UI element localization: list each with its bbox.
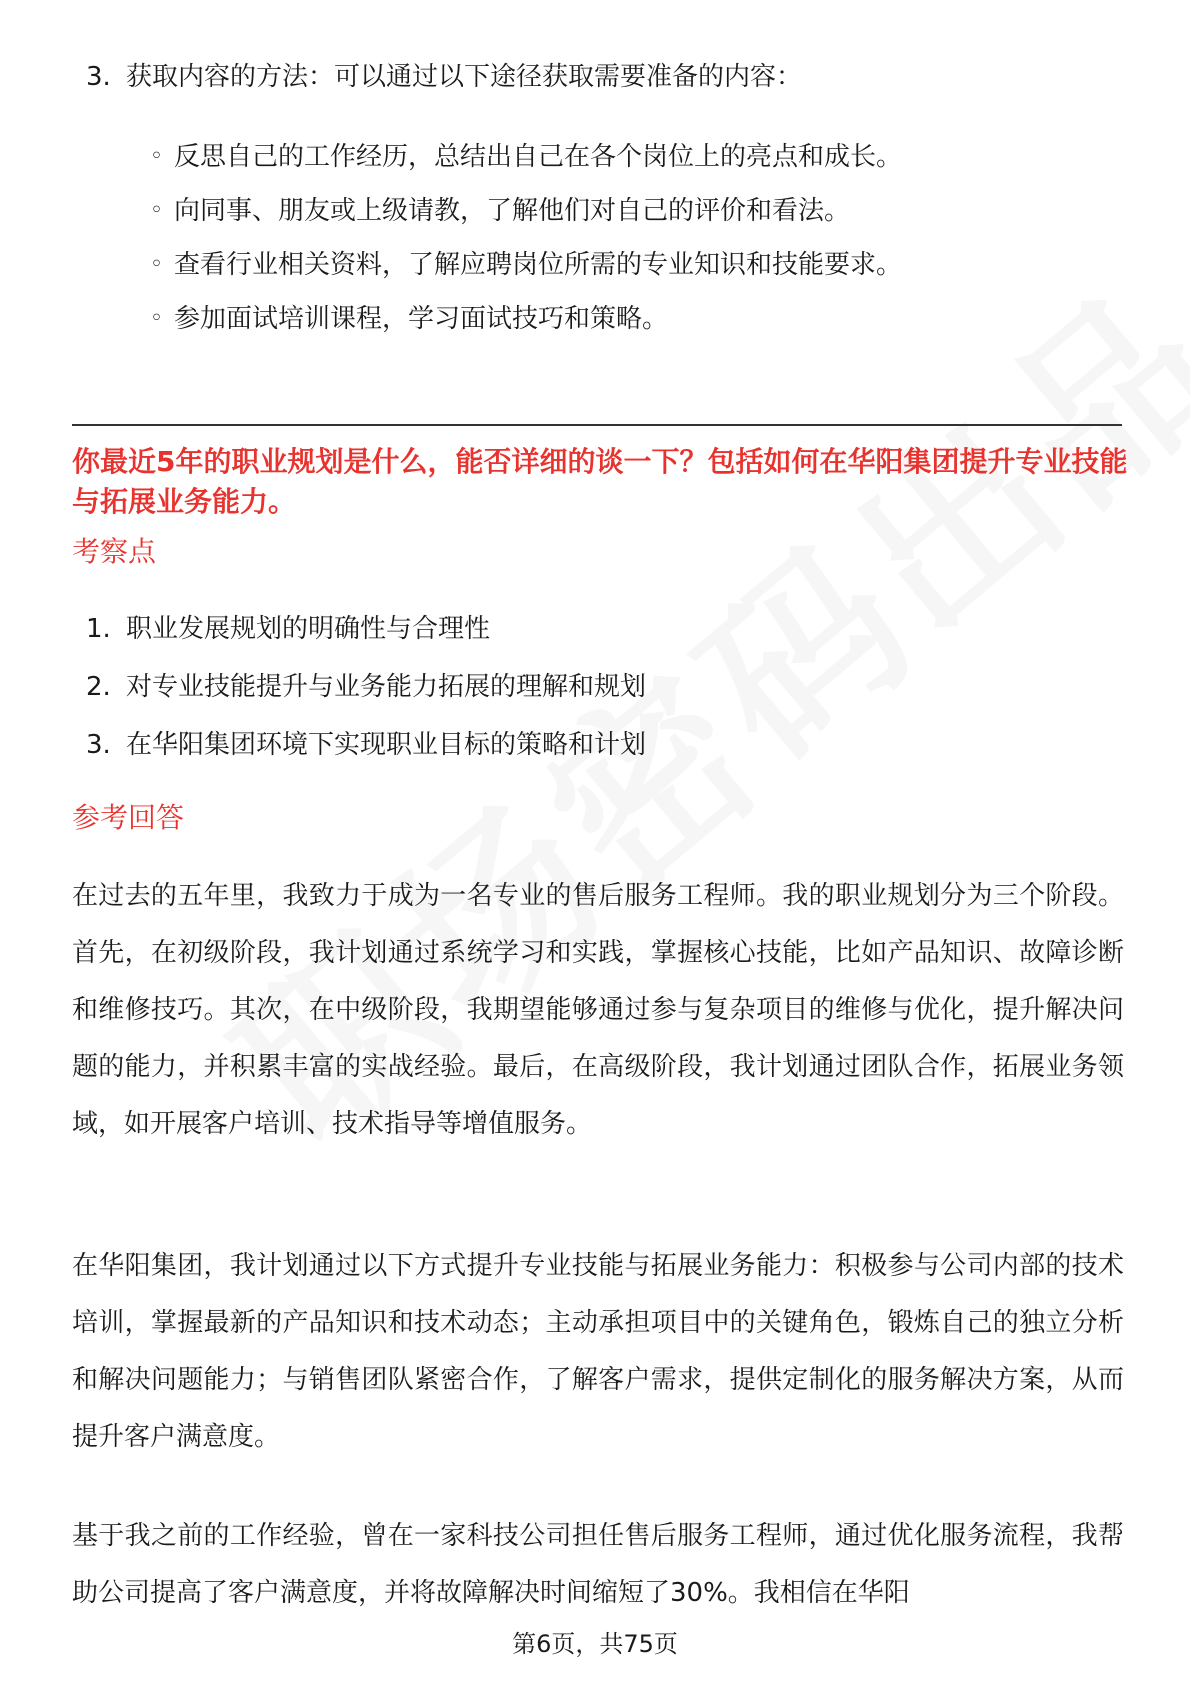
sub-bullet — [150, 140, 902, 174]
section-divider — [72, 424, 1122, 426]
list-number: 1. — [86, 614, 111, 644]
assessment-item — [86, 612, 490, 646]
sub-bullet-text: 反思自己的工作经历，总结出自己在各个岗位上的亮点和成长。 — [174, 142, 903, 172]
assessment-item — [86, 728, 646, 762]
bullet-icon: ◦ — [150, 198, 163, 223]
assessment-heading: 考察点 — [72, 535, 157, 568]
answer-paragraph: 基于我之前的工作经验，曾在一家科技公司担任售后服务工程师，通过优化服务流程，我帮助公司提高了客户满意度，并将故障解决时间缩短了30%。我相信在华阳 — [72, 1521, 1124, 1608]
list-number: 3. — [86, 62, 111, 92]
list-item-text: 获取内容的方法：可以通过以下途径获取需要准备的内容： — [126, 62, 803, 92]
page-footer: 第6页，共75页 — [512, 1630, 678, 1658]
sub-bullet-text: 查看行业相关资料，了解应聘岗位所需的专业知识和技能要求。 — [174, 250, 903, 280]
question-heading: 你最近5年的职业规划是什么，能否详细的谈一下？包括如何在华阳集团提升专业技能与拓展业务能力。 — [72, 445, 1128, 518]
sub-bullet — [150, 248, 902, 282]
sub-bullet-text: 参加面试培训课程，学习面试技巧和策略。 — [174, 304, 669, 334]
sub-bullet-text: 向同事、朋友或上级请教，了解他们对自己的评价和看法。 — [174, 196, 851, 226]
sub-bullet — [150, 194, 850, 228]
assessment-item — [86, 670, 646, 704]
list-item-text: 在华阳集团环境下实现职业目标的策略和计划 — [126, 730, 647, 760]
list-number: 2. — [86, 672, 111, 702]
answer-heading: 参考回答 — [72, 801, 185, 834]
bullet-icon: ◦ — [150, 144, 163, 169]
list-item-text: 对专业技能提升与业务能力拓展的理解和规划 — [126, 672, 647, 702]
list-item-text: 职业发展规划的明确性与合理性 — [126, 614, 491, 644]
document-page — [72, 0, 1128, 1684]
list-item-3 — [86, 60, 802, 94]
sub-bullet — [150, 302, 668, 336]
list-number: 3. — [86, 730, 111, 760]
bullet-icon: ◦ — [150, 306, 163, 331]
bullet-icon: ◦ — [150, 252, 163, 277]
answer-paragraph: 在华阳集团，我计划通过以下方式提升专业技能与拓展业务能力：积极参与公司内部的技术培训，掌握最新的产品知识和技术动态；主动承担项目中的关键角色，锻炼自己的独立分析和解决问题能力；与销售团队紧密合作，了解客户需求，提供定制化的服务解决方案，从而提升客户满意度。 — [72, 1251, 1124, 1452]
answer-paragraph: 在过去的五年里，我致力于成为一名专业的售后服务工程师。我的职业规划分为三个阶段。首先，在初级阶段，我计划通过系统学习和实践，掌握核心技能，比如产品知识、故障诊断和维修技巧。其次，在中级阶段，我期望能够通过参与复杂项目的维修与优化，提升解决问题的能力，并积累丰富的实战经验。最后，在高级阶段，我计划通过团队合作，拓展业务领域，如开展客户培训、技术指导等增值服务。 — [72, 881, 1124, 1139]
